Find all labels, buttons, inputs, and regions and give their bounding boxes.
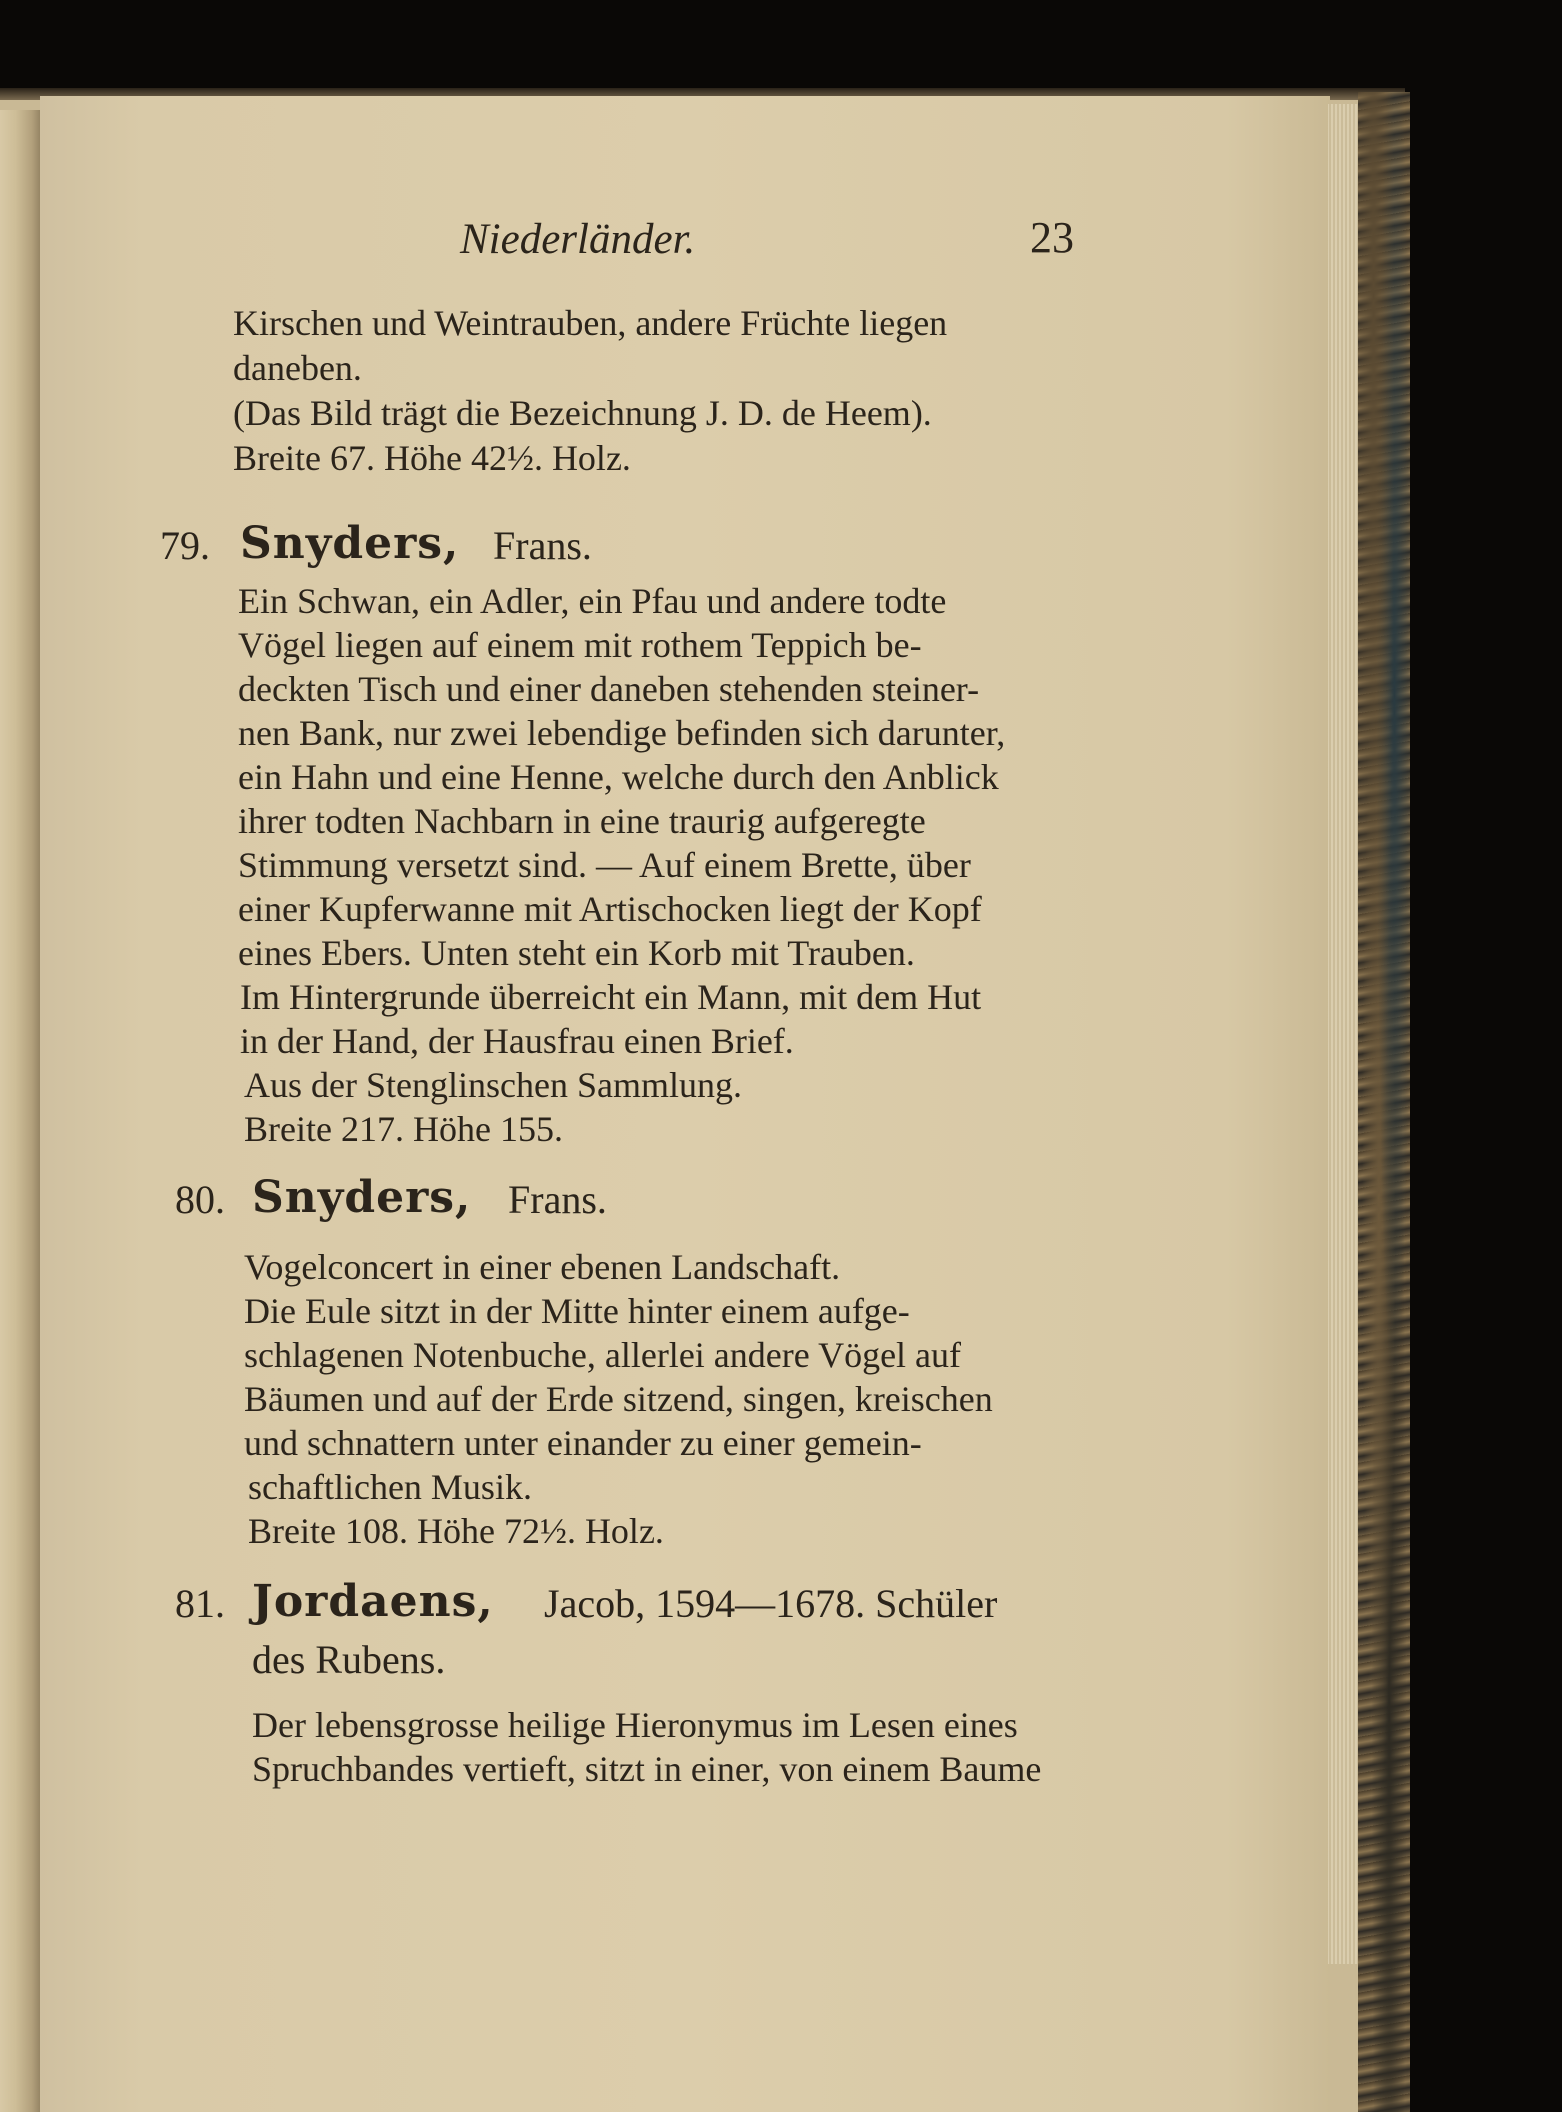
entry-line: eines Ebers. Unten steht ein Korb mit Trauben.: [238, 933, 915, 973]
continuation-line: daneben.: [233, 348, 362, 388]
entry-line: nen Bank, nur zwei lebendige befinden sich darunter,: [238, 713, 1006, 753]
entry-line: Der lebensgrosse heilige Hieronymus im Lesen eines: [252, 1705, 1018, 1745]
entry-line: ein Hahn und eine Henne, welche durch den Anblick: [238, 757, 999, 797]
entry-line: ihrer todten Nachbarn in eine traurig aufgeregte: [238, 801, 926, 841]
entry-line: Ein Schwan, ein Adler, ein Pfau und andere todte: [238, 581, 947, 621]
page-number: 23: [1030, 213, 1074, 262]
artist-note: des Rubens.: [252, 1637, 446, 1682]
left-page-gutter: [0, 110, 40, 2112]
artist-name: Snyders,: [252, 1172, 472, 1223]
entry-line: Bäumen und auf der Erde sitzend, singen, kreischen: [244, 1379, 993, 1419]
entry-number: 79.: [160, 523, 210, 568]
artist-first-name: Frans.: [508, 1177, 607, 1222]
entry-line: Breite 217. Höhe 155.: [244, 1109, 563, 1149]
continuation-line: Kirschen und Weintrauben, andere Früchte liegen: [233, 303, 948, 343]
entry-line: Vögel liegen auf einem mit rothem Teppich be-: [238, 625, 922, 665]
entry-line: deckten Tisch und einer daneben stehenden steiner-: [238, 669, 980, 709]
marbled-cover: [1358, 92, 1410, 2112]
running-header: Niederländer.: [460, 216, 696, 263]
entry-line: schaftlichen Musik.: [248, 1467, 532, 1507]
entry-line: in der Hand, der Hausfrau einen Brief.: [240, 1021, 794, 1061]
artist-first-name: Jacob, 1594—1678. Schüler: [544, 1581, 998, 1626]
entry-line: Vogelconcert in einer ebenen Landschaft.: [244, 1247, 841, 1287]
entry-line: Stimmung versetzt sind. — Auf einem Brette, über: [238, 845, 971, 885]
entry-number: 80.: [175, 1177, 225, 1222]
entry-line: und schnattern unter einander zu einer gemein-: [244, 1423, 922, 1463]
entry-line: Spruchbandes vertieft, sitzt in einer, von einem Baume: [252, 1749, 1042, 1789]
entry-line: Im Hintergrunde überreicht ein Mann, mit dem Hut: [240, 977, 982, 1017]
entry-line: Breite 108. Höhe 72½. Holz.: [248, 1511, 664, 1551]
artist-name: Jordaens,: [252, 1576, 494, 1627]
continuation-line: (Das Bild trägt die Bezeichnung J. D. de Heem).: [233, 393, 932, 433]
entry-line: Aus der Stenglinschen Sammlung.: [244, 1065, 742, 1105]
artist-name: Snyders,: [240, 518, 460, 569]
entry-line: schlagenen Notenbuche, allerlei andere Vögel auf: [244, 1335, 962, 1375]
entry-number: 81.: [175, 1581, 225, 1626]
continuation-line: Breite 67. Höhe 42½. Holz.: [233, 438, 631, 478]
entry-line: Die Eule sitzt in der Mitte hinter einem aufge-: [244, 1291, 910, 1331]
entry-line: einer Kupferwanne mit Artischocken liegt der Kopf: [238, 889, 982, 929]
artist-first-name: Frans.: [493, 523, 592, 568]
